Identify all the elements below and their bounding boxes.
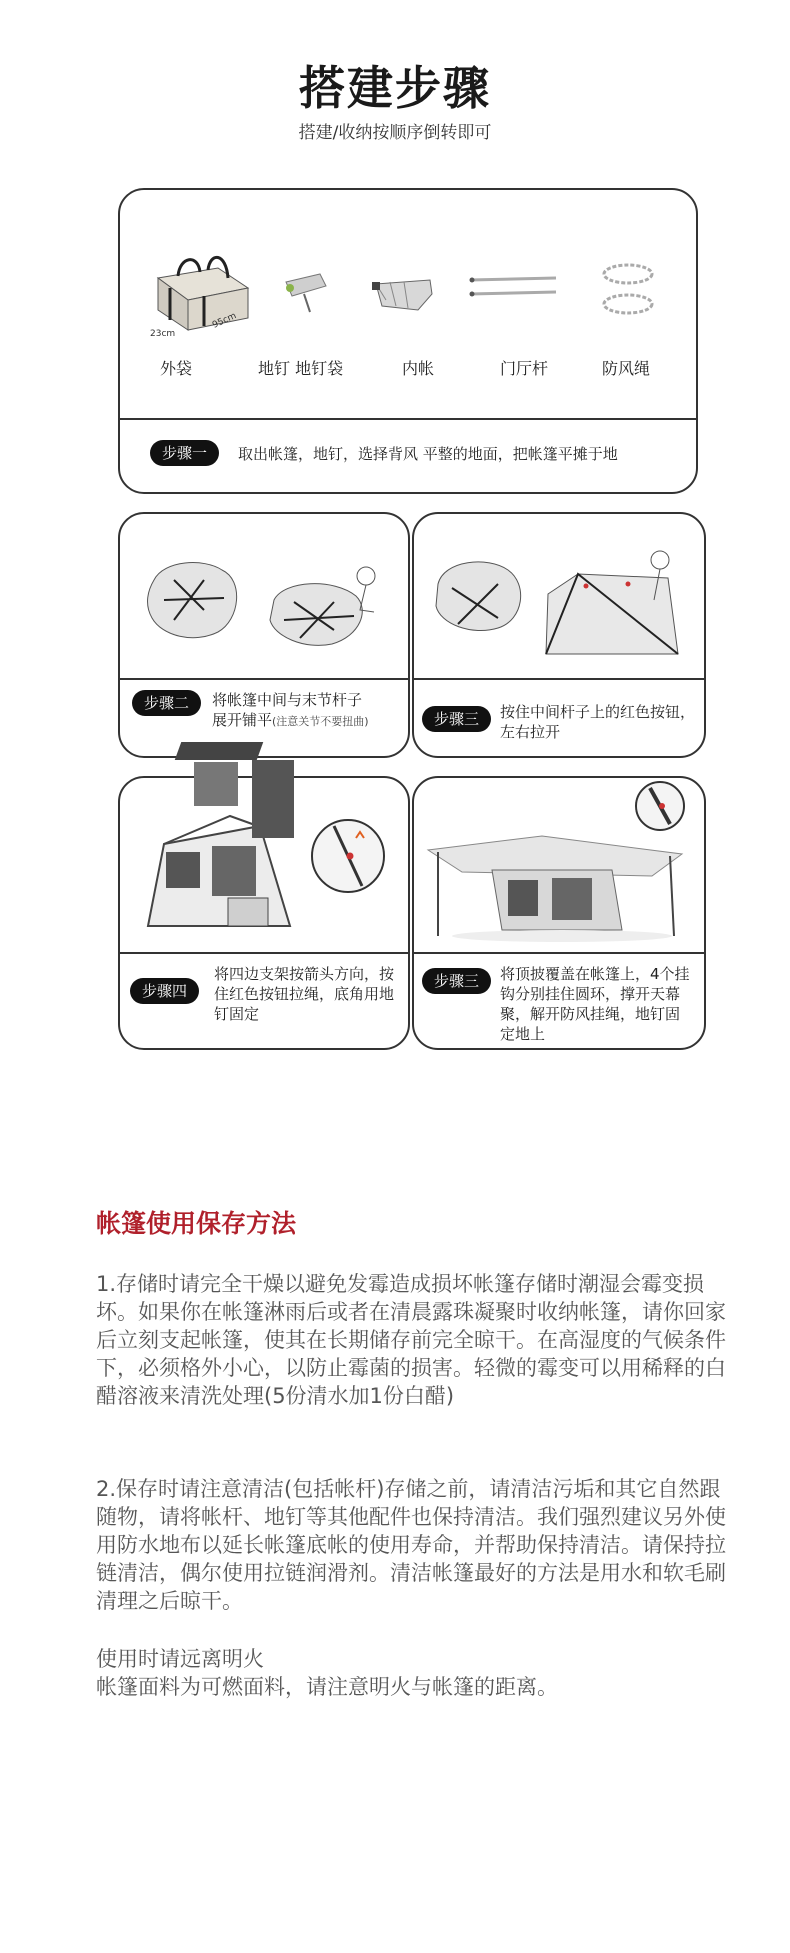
box-divider xyxy=(414,952,704,954)
step-text-2-line1: 将帐篷中间与末节杆子 xyxy=(212,691,363,709)
poles-icon xyxy=(468,272,558,308)
item-label-bag: 外袋 xyxy=(160,359,193,378)
svg-text:95cm: 95cm xyxy=(211,311,239,331)
step5-illustration xyxy=(422,780,698,948)
box-divider xyxy=(414,678,704,680)
step-badge-3: 步骤三 xyxy=(422,706,491,732)
step-badge-1: 步骤一 xyxy=(150,440,219,466)
step2-box xyxy=(118,512,410,758)
step5-box xyxy=(412,776,706,1050)
item-label-poles: 门厅杆 xyxy=(500,359,549,378)
page-title: 搭建步骤 xyxy=(299,61,491,115)
inner-tent-icon xyxy=(370,270,440,314)
step-text-5: 将顶披覆盖在帐篷上，4个挂钩分别挂住圆环，撑开天幕聚，解开防风挂绳，地钉固定地上 xyxy=(500,965,690,1043)
section-title: 帐篷使用保存方法 xyxy=(96,1209,297,1238)
items-step1-box xyxy=(118,188,698,494)
rope-icon xyxy=(598,258,658,322)
step-text-4: 将四边支架按箭头方向，按住红色按钮拉绳，底角用地钉固定 xyxy=(214,965,395,1023)
step3-box xyxy=(412,512,706,758)
care-paragraph-3-title: 使用时请远离明火 xyxy=(96,1647,264,1671)
care-paragraph-3: 帐篷面料为可燃面料，请注意明火与帐篷的距离。 xyxy=(96,1675,558,1699)
rainfly-panel-3 xyxy=(252,760,294,838)
item-label-ropes: 防风绳 xyxy=(602,359,651,378)
step-text-2-line2 xyxy=(212,710,402,732)
step-text-1: 取出帐篷，地钉，选择背风 平整的地面，把帐篷平摊于地 xyxy=(238,445,618,463)
care-paragraph-1: 1.存储时请完全干燥以避免发霉造成损坏帐篷存储时潮湿会霉变损坏。如果你在帐篷淋雨后或者在清晨露珠凝聚时收纳帐篷，请你回家后立刻支起帐篷，使其在长期储存前完全晾干。在高湿度的气候条件下，必须格外小心，以防止霉菌的损害。轻微的霉变可以用稀释的白醋溶液来清洗处理(5份清水加1份白醋) xyxy=(96,1272,726,1408)
step-badge-4: 步骤四 xyxy=(130,978,199,1004)
box-divider xyxy=(120,418,696,420)
step-badge-5: 步骤三 xyxy=(422,968,491,994)
care-paragraph-2: 2.保存时请注意清洁(包括帐杆)存储之前，请清洁污垢和其它自然跟随物，请将帐杆、地钉等其他配件也保持清洁。我们强烈建议另外使用防水地布以延长帐篷底帐的使用寿命，并帮助保持清洁。请保持拉链清洁，偶尔使用拉链润滑剂。清洁帐篷最好的方法是用水和软毛刷清理之后晾干。 xyxy=(96,1477,726,1613)
step-note-2: (注意关节不要扭曲) xyxy=(272,715,369,728)
step3-illustration xyxy=(428,534,690,668)
bag-icon xyxy=(148,248,258,338)
box-divider xyxy=(120,952,408,954)
step-text-2-line2-main: 展开铺平 xyxy=(212,711,273,729)
rainfly-panel-2 xyxy=(194,762,238,806)
item-label-inner-tent: 内帐 xyxy=(402,359,435,378)
step-badge-2: 步骤二 xyxy=(132,690,201,716)
step2-illustration xyxy=(134,540,396,660)
box-divider xyxy=(120,678,408,680)
page-subtitle: 搭建/收纳按顺序倒转即可 xyxy=(298,123,492,143)
stake-bag-icon xyxy=(280,268,340,318)
svg-text:23cm: 23cm xyxy=(150,329,176,338)
item-label-stakes: 地钉 地钉袋 xyxy=(258,359,344,378)
step-text-3: 按住中间杆子上的红色按钮，左右拉开 xyxy=(500,703,696,741)
step-text-2 xyxy=(212,690,402,732)
rainfly-panel-1 xyxy=(175,742,264,760)
